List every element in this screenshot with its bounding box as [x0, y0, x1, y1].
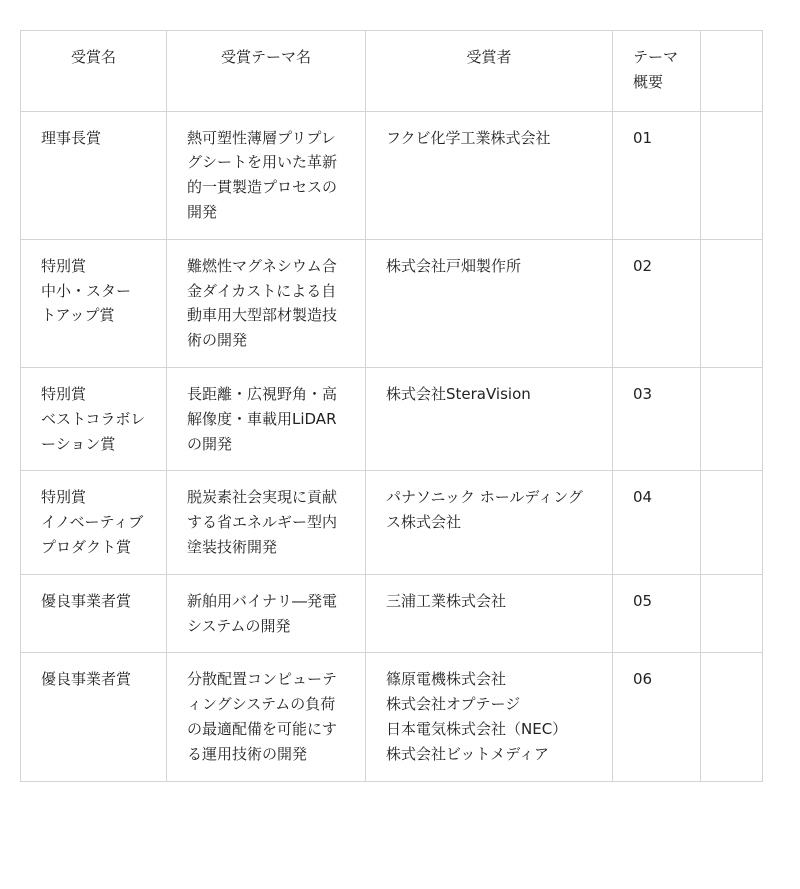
- theme-cell: 熱可塑性薄層プリプレグシートを用いた革新的一貫製造プロセスの開発: [167, 111, 366, 239]
- award-name: 理事長賞: [41, 128, 102, 147]
- recipient-cell: [366, 367, 613, 470]
- award-cell: [21, 111, 167, 239]
- recipient-name: 株式会社SteraVision: [386, 384, 531, 403]
- overview-cell: 06: [613, 653, 701, 781]
- overview-cell: 01: [613, 111, 701, 239]
- awards-table: [20, 30, 763, 782]
- award-cell: [21, 367, 167, 470]
- award-category: 特別賞: [41, 256, 87, 275]
- overview-cell: 02: [613, 239, 701, 367]
- theme-cell: 脱炭素社会実現に貢献する省エネルギー型内塗装技術開発: [167, 471, 366, 574]
- table-row: [21, 653, 763, 781]
- award-name: 優良事業者賞: [41, 670, 132, 689]
- recipient-name: 日本電気株式会社（NEC）: [386, 719, 568, 738]
- recipient-cell: [366, 239, 613, 367]
- award-cell: [21, 471, 167, 574]
- overview-cell: 03: [613, 367, 701, 470]
- theme-cell: 分散配置コンピューティングシステムの負荷の最適配備を可能にする運用技術の開発: [167, 653, 366, 781]
- header-empty: [701, 31, 763, 112]
- award-cell: [21, 653, 167, 781]
- award-cell: [21, 239, 167, 367]
- recipient-name: 株式会社戸畑製作所: [386, 256, 522, 275]
- empty-cell: [701, 367, 763, 470]
- recipient-name: 篠原電機株式会社: [386, 670, 507, 689]
- recipient-cell: [366, 653, 613, 781]
- empty-cell: [701, 574, 763, 653]
- table-header-row: [21, 31, 763, 112]
- recipient-name: 株式会社オプテージ: [386, 695, 521, 714]
- overview-cell: 04: [613, 471, 701, 574]
- theme-cell: 難燃性マグネシウム合金ダイカストによる自動車用大型部材製造技術の開発: [167, 239, 366, 367]
- theme-cell: 新舶用バイナリ―発電システムの開発: [167, 574, 366, 653]
- table-row: [21, 574, 763, 653]
- theme-cell: 長距離・広視野角・高解像度・車載用LiDARの開発: [167, 367, 366, 470]
- table-row: [21, 111, 763, 239]
- recipient-cell: [366, 574, 613, 653]
- recipient-name: フクビ化学工業株式会社: [386, 128, 551, 147]
- recipient-name: パナソニック ホールディングス株式会社: [386, 488, 583, 532]
- empty-cell: [701, 471, 763, 574]
- header-theme-overview: テーマ概要: [613, 31, 701, 112]
- overview-cell: 05: [613, 574, 701, 653]
- award-name: イノベーティブプロダクト賞: [41, 513, 144, 556]
- award-name: 優良事業者賞: [41, 591, 132, 610]
- award-cell: [21, 574, 167, 653]
- table-row: [21, 239, 763, 367]
- award-name: ベストコラボレーション賞: [41, 409, 146, 453]
- recipient-cell: [366, 111, 613, 239]
- award-category: 特別賞: [41, 384, 87, 403]
- empty-cell: [701, 111, 763, 239]
- header-recipient: 受賞者: [366, 31, 613, 112]
- award-name: 中小・スタートアップ賞: [41, 281, 132, 325]
- table-row: [21, 471, 763, 574]
- header-award-name: 受賞名: [21, 31, 167, 112]
- table-row: [21, 367, 763, 470]
- recipient-cell: [366, 471, 613, 574]
- header-theme-name: 受賞テーマ名: [167, 31, 366, 112]
- recipient-name: 株式会社ビットメディア: [386, 744, 550, 763]
- empty-cell: [701, 653, 763, 781]
- award-category: 特別賞: [41, 488, 87, 507]
- empty-cell: [701, 239, 763, 367]
- recipient-name: 三浦工業株式会社: [386, 591, 507, 610]
